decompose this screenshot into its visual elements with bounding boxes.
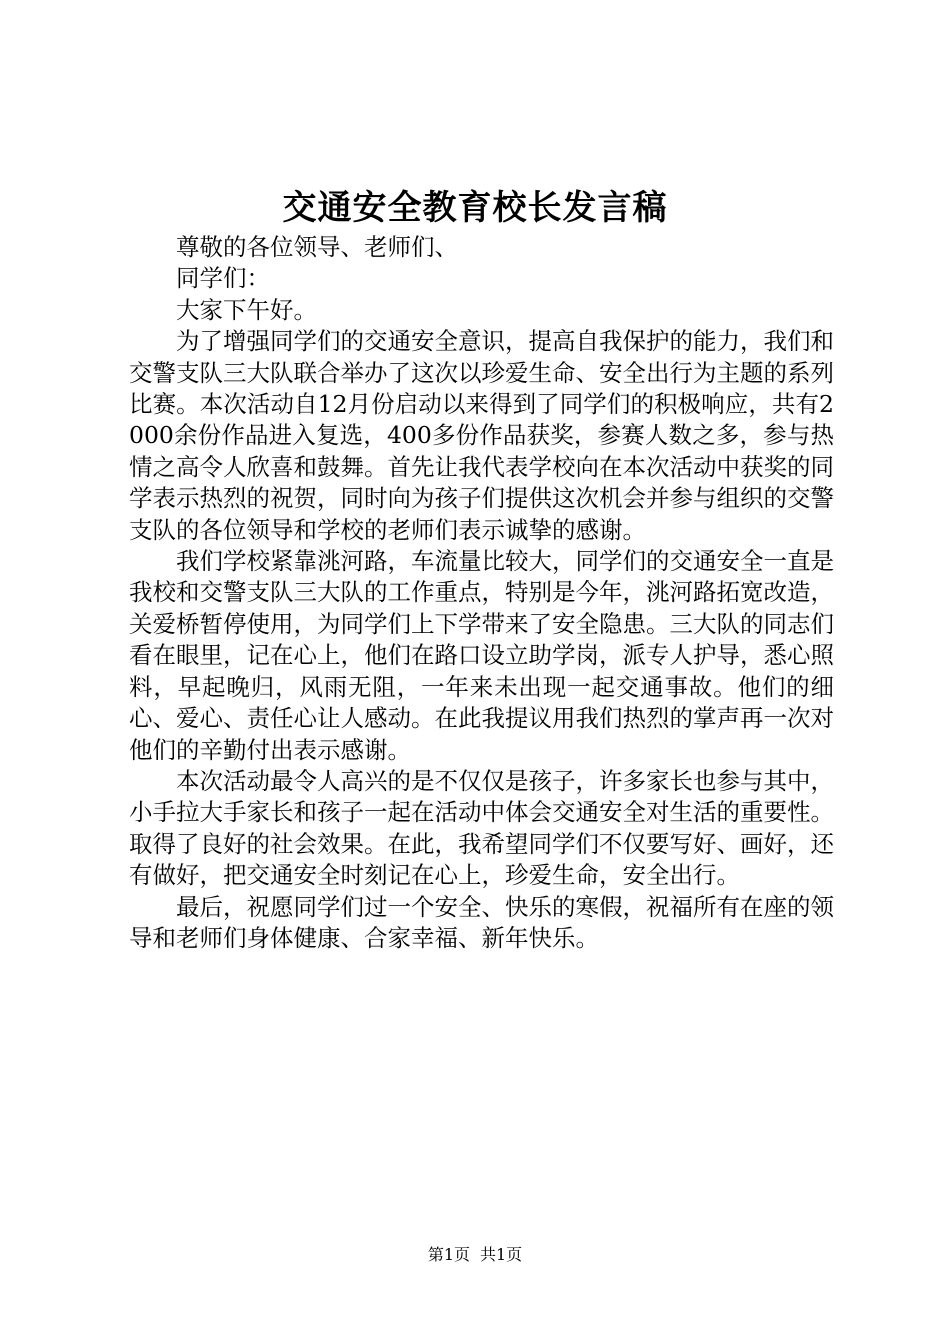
- salutation-line-1: 尊敬的各位领导、老师们、: [176, 233, 458, 261]
- greeting-line: 大家下午好。: [176, 295, 317, 324]
- document-body: [129, 232, 834, 954]
- body-paragraph-2: 我们学校紧靠洮河路，车流量比较大，同学们的交通安全一直是我校和交警支队三大队的工作重点，特别是今年，洮河路拓宽改造，关爱桥暂停使用，为同学们上下学带来了安全隐患。三大队的同志们看在眼里，记在心上，他们在路口设立助学岗，派专人护导，悉心照料，早起晚归，风雨无阻，一年来未出现一起交通事故。他们的细心、爱心、责任心让人感动。在此我提议用我们热烈的掌声再一次对他们的辛勤付出表示感谢。: [129, 547, 834, 764]
- document-title: 交通安全教育校长发言稿: [282, 188, 668, 228]
- closing-paragraph: 最后，祝愿同学们过一个安全、快乐的寒假，祝福所有在座的领导和老师们身体健康、合家幸福、新年快乐。: [129, 892, 834, 952]
- page-total: 共1页: [480, 1245, 523, 1264]
- body-paragraph-3: 本次活动最令人高兴的是不仅仅是孩子，许多家长也参与其中，小手拉大手家长和孩子一起在活动中体会交通安全对生活的重要性。取得了良好的社会效果。在此，我希望同学们不仅要写好、画好，还有做好，把交通安全时刻记在心上，珍爱生命，安全出行。: [129, 766, 834, 890]
- page-footer: [0, 1244, 950, 1266]
- body-paragraph-1: 为了增强同学们的交通安全意识，提高自我保护的能力，我们和交警支队三大队联合举办了这次以珍爱生命、安全出行为主题的系列比赛。本次活动自12月份启动以来得到了同学们的积极响应，共有2000余份作品进入复选，400多份作品获奖，参赛人数之多，参与热情之高令人欣喜和鼓舞。首先让我代表学校向在本次活动中获奖的同学表示热烈的祝贺，同时向为孩子们提供这次机会并参与组织的交警支队的各位领导和学校的老师们表示诚挚的感谢。: [129, 327, 834, 544]
- salutation-line-2: 同学们：: [176, 264, 270, 293]
- page-number: 第1页: [427, 1245, 470, 1264]
